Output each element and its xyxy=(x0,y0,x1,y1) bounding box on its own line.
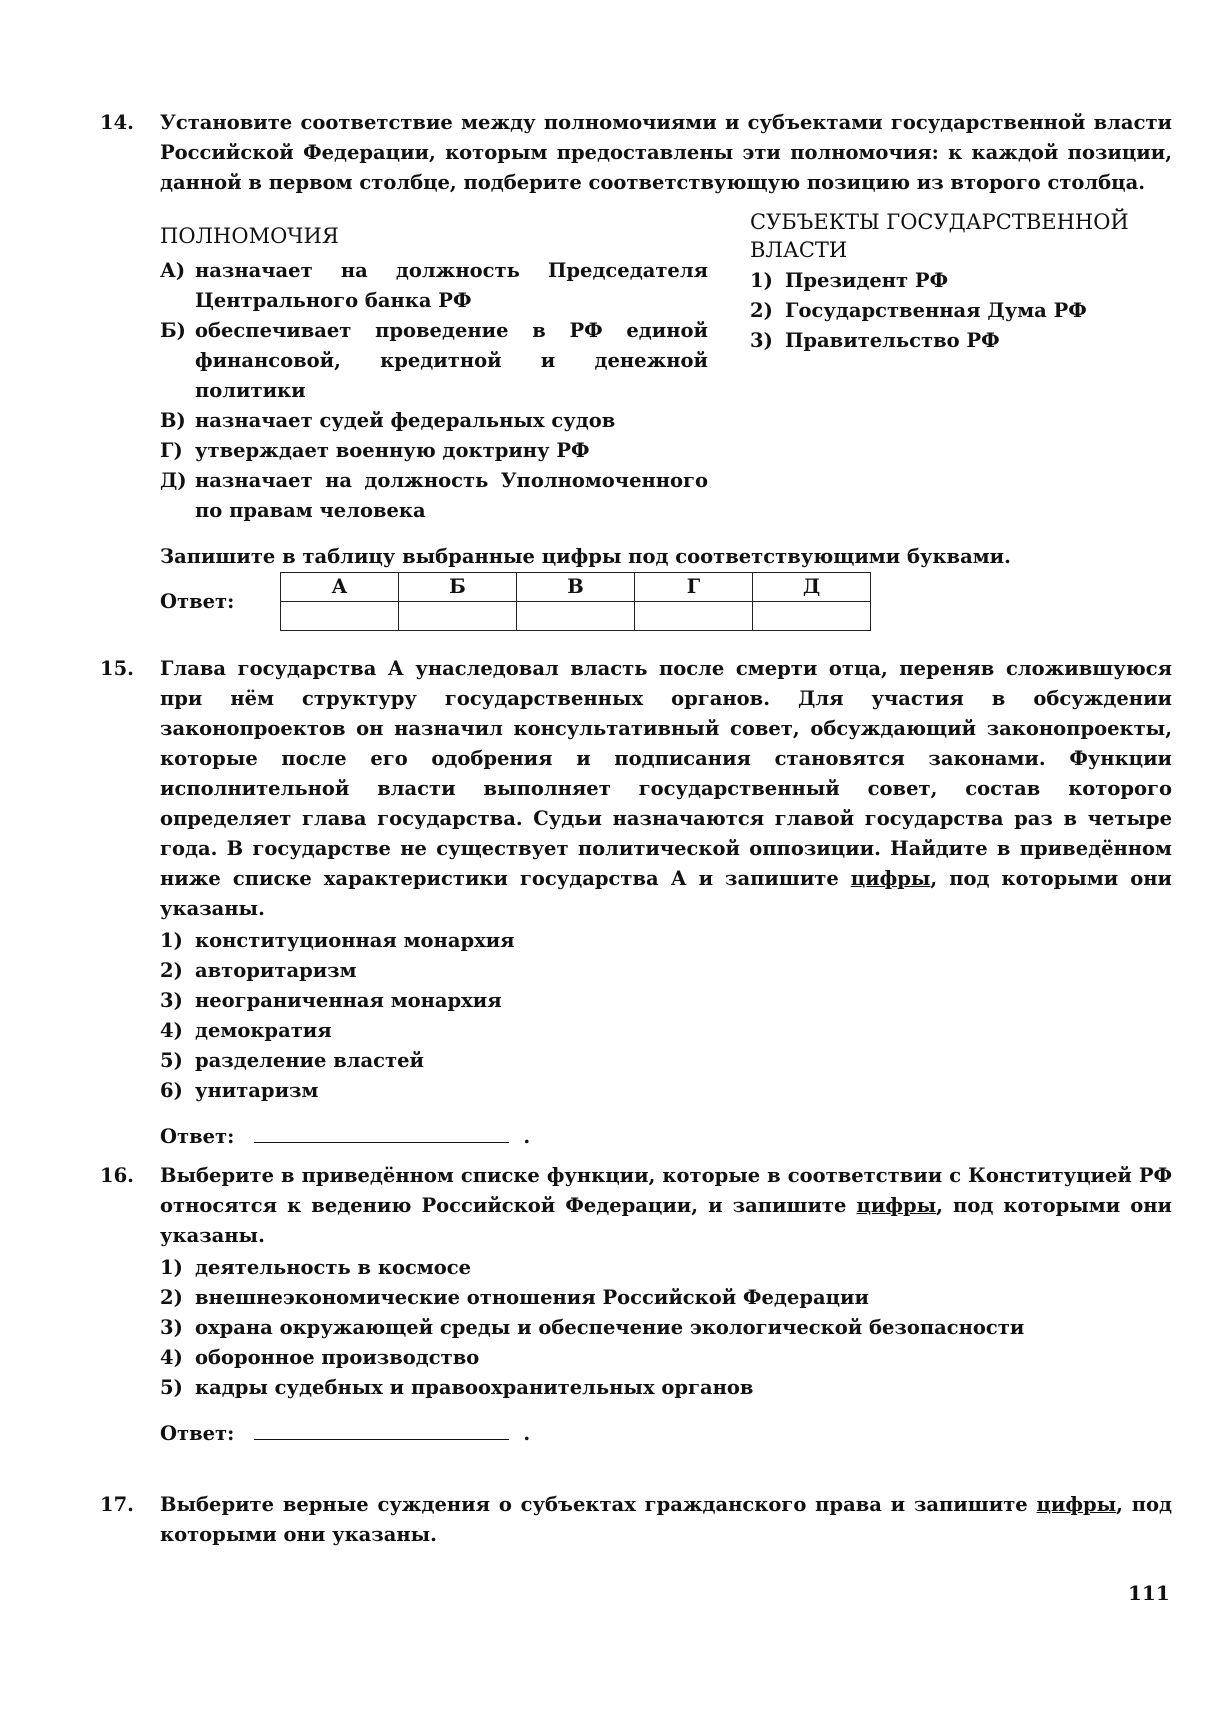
question-16-number: 16. xyxy=(100,1164,134,1187)
question-17-number: 17. xyxy=(100,1493,134,1516)
subjects-header: СУБЪЕКТЫ ГОСУДАРСТВЕННОЙ ВЛАСТИ xyxy=(750,210,1129,262)
option-text: деятельность в космосе xyxy=(195,1256,472,1279)
subjects-column xyxy=(750,208,1170,526)
question-16 xyxy=(100,1161,1172,1449)
option-label: 3) xyxy=(160,989,183,1012)
option-text: неограниченная монархия xyxy=(195,989,502,1012)
option-item xyxy=(160,986,1172,1016)
option-text: авторитаризм xyxy=(195,959,357,982)
answer-label: Ответ: xyxy=(160,589,235,613)
subject-item xyxy=(750,326,1170,356)
powers-header: ПОЛНОМОЧИЯ xyxy=(160,224,339,248)
question-15-options xyxy=(160,926,1172,1106)
answer-cell[interactable] xyxy=(517,602,635,631)
answer-table-header: Г xyxy=(635,573,753,602)
answer-blank-input[interactable] xyxy=(254,1120,509,1143)
subject-item xyxy=(750,266,1170,296)
question-16-text-before: Выберите в приведённом списке функции, которые в соответствии с Конституцией РФ относятся к ведению Российской Федерации, и запишите xyxy=(160,1164,1172,1217)
subject-item xyxy=(750,296,1170,326)
option-text: кадры судебных и правоохранительных органов xyxy=(195,1376,754,1399)
option-text: конституционная монархия xyxy=(195,929,515,952)
option-item xyxy=(160,956,1172,986)
table-instruction: Запишите в таблицу выбранные цифры под соответствующими буквами. xyxy=(160,545,1011,568)
answer-table-row xyxy=(160,572,1172,631)
power-item-text: назначает судей федеральных судов xyxy=(195,409,616,432)
question-17-text-before: Выберите верные суждения о субъектах гражданского права и запишите xyxy=(160,1493,1037,1516)
question-15-text-before: Глава государства А унаследовал власть после смерти отца, переняв сложившуюся при нём структуру государственных органов. Для участия в обсуждении законопроектов он назначил консультативный совет, обсуждающий законопроекты, которые после его одобрения и подписания становятся законами. Функции исполнительной власти выполняет государственный совет, состав которого определяет глава государства. Судьи назначаются главой государства раз в четыре года. В государстве не существует политической оппозиции. Найдите в приведённом ниже списке характеристики государства А и запишите xyxy=(160,657,1172,890)
power-item xyxy=(160,466,708,526)
subject-item-text: Государственная Дума РФ xyxy=(785,299,1087,322)
answer-label: Ответ: xyxy=(160,1422,235,1445)
option-text: охрана окружающей среды и обеспечение экологической безопасности xyxy=(195,1316,1025,1339)
answer-cell[interactable] xyxy=(281,602,399,631)
power-item-text: назначает на должность Председателя Центрального банка РФ xyxy=(195,259,708,312)
option-text: внешнеэкономические отношения Российской Федерации xyxy=(195,1286,869,1309)
answer-table-header: А xyxy=(281,573,399,602)
question-15-emph: цифры xyxy=(850,867,931,890)
question-15 xyxy=(100,654,1172,1152)
answer-table-header: Б xyxy=(399,573,517,602)
question-17-text-after: , под которыми они указаны. xyxy=(160,1493,1172,1546)
power-item xyxy=(160,436,708,466)
question-15-text xyxy=(160,654,1172,924)
power-item xyxy=(160,316,708,406)
answer-label: Ответ: xyxy=(160,1125,235,1148)
option-item xyxy=(160,926,1172,956)
power-item-text: утверждает военную доктрину РФ xyxy=(195,439,590,462)
answer-cell[interactable] xyxy=(635,602,753,631)
question-17-text xyxy=(160,1490,1172,1550)
option-item xyxy=(160,1373,1172,1403)
question-15-text-after: , под которыми они указаны. xyxy=(160,867,1172,920)
power-item-label: А) xyxy=(160,259,186,282)
subject-item-label: 1) xyxy=(750,269,773,292)
answer-dot: . xyxy=(523,1422,531,1445)
option-item xyxy=(160,1076,1172,1106)
subject-item-label: 2) xyxy=(750,299,773,322)
option-item xyxy=(160,1283,1172,1313)
option-label: 1) xyxy=(160,1256,183,1279)
power-item-text: обеспечивает проведение в РФ единой финансовой, кредитной и денежной политики xyxy=(195,319,708,402)
question-14 xyxy=(100,108,1172,631)
option-label: 1) xyxy=(160,929,183,952)
answer-cell[interactable] xyxy=(753,602,871,631)
option-item xyxy=(160,1313,1172,1343)
option-label: 2) xyxy=(160,1286,183,1309)
option-item xyxy=(160,1253,1172,1283)
power-item-text: назначает на должность Уполномоченного по правам человека xyxy=(195,469,708,522)
answer-cell[interactable] xyxy=(399,602,517,631)
answer-blank-input[interactable] xyxy=(254,1417,509,1440)
question-17 xyxy=(100,1490,1172,1550)
option-label: 3) xyxy=(160,1316,183,1339)
power-item-label: Б) xyxy=(160,319,186,342)
option-label: 6) xyxy=(160,1079,183,1102)
question-15-number: 15. xyxy=(100,657,134,680)
subject-item-text: Правительство РФ xyxy=(785,329,1000,352)
power-item xyxy=(160,406,708,436)
answer-table xyxy=(280,572,871,631)
option-item xyxy=(160,1046,1172,1076)
option-label: 5) xyxy=(160,1376,183,1399)
question-16-options xyxy=(160,1253,1172,1403)
power-item-label: Д) xyxy=(160,469,187,492)
power-item-label: Г) xyxy=(160,439,183,462)
answer-dot: . xyxy=(523,1125,531,1148)
question-16-text-after: , под которыми они указаны. xyxy=(160,1194,1173,1247)
powers-list xyxy=(160,256,708,526)
option-item xyxy=(160,1016,1172,1046)
subjects-list xyxy=(750,266,1170,356)
question-16-answer xyxy=(160,1417,1172,1449)
matching-columns xyxy=(160,208,1172,526)
subject-item-label: 3) xyxy=(750,329,773,352)
question-16-emph: цифры xyxy=(856,1194,937,1217)
power-item-label: В) xyxy=(160,409,186,432)
powers-column xyxy=(160,208,708,526)
answer-table-input-row xyxy=(281,602,871,631)
option-text: унитаризм xyxy=(195,1079,319,1102)
question-14-number: 14. xyxy=(100,111,134,134)
option-label: 4) xyxy=(160,1346,183,1369)
answer-table-header: Д xyxy=(753,573,871,602)
option-text: демократия xyxy=(195,1019,332,1042)
power-item xyxy=(160,256,708,316)
answer-table-header-row xyxy=(281,573,871,602)
option-item xyxy=(160,1343,1172,1373)
answer-table-header: В xyxy=(517,573,635,602)
subject-item-text: Президент РФ xyxy=(785,269,949,292)
option-label: 2) xyxy=(160,959,183,982)
question-16-text xyxy=(160,1161,1172,1251)
question-15-answer xyxy=(160,1120,1172,1152)
option-text: разделение властей xyxy=(195,1049,424,1072)
option-label: 5) xyxy=(160,1049,183,1072)
option-label: 4) xyxy=(160,1019,183,1042)
question-14-text: Установите соответствие между полномочиями и субъектами государственной власти Российской Федерации, которым предоставлены эти полномочия: к каждой позиции, данной в первом столбце, подберите соответствующую позицию из второго столбца. xyxy=(160,111,1172,194)
question-17-emph: цифры xyxy=(1036,1493,1117,1516)
page-number: 111 xyxy=(1128,1581,1170,1605)
option-text: оборонное производство xyxy=(195,1346,480,1369)
